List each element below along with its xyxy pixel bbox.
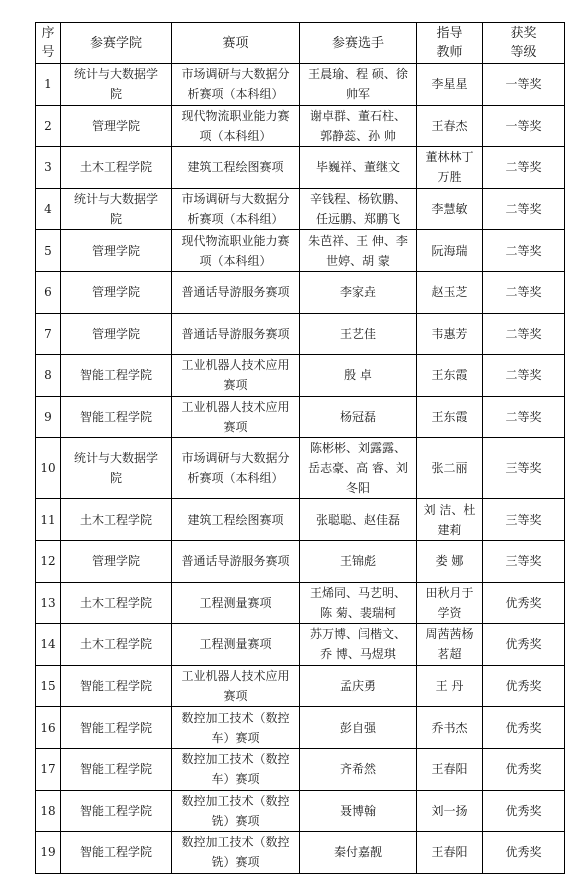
cell-no-text: 4 [44,202,52,217]
cell-college-text: 智能工程学院 [79,762,152,777]
cell-teacher-text: 赵玉芝 [431,285,468,300]
cell-award-text: 二等奖 [505,202,542,217]
cell-college-text: 统计与大数据学院 [73,67,158,102]
table-row [36,707,565,749]
cell-no [36,147,61,189]
header-row [36,23,565,64]
cell-teacher-text: 王东霞 [431,410,468,425]
cell-players [300,64,417,106]
cell-award-text: 二等奖 [505,160,542,175]
cell-no-text: 10 [40,461,56,476]
cell-college-text: 管理学院 [91,243,140,258]
cell-teacher [417,790,483,832]
cell-college-text: 智能工程学院 [79,720,152,735]
cell-event-text: 数控加工技术（数控车）赛项 [181,752,290,787]
cell-award-text: 二等奖 [505,326,542,341]
cell-no-text: 11 [40,512,56,527]
cell-award [483,748,565,790]
cell-college [61,832,172,874]
cell-award-text: 一等奖 [505,118,542,133]
cell-event [172,105,300,147]
cell-no [36,624,61,666]
cell-players [300,499,417,541]
cell-award [483,832,565,874]
cell-award-text: 二等奖 [505,368,542,383]
cell-event [172,64,300,106]
cell-teacher-text: 王 丹 [435,679,464,694]
cell-event-text: 普通话导游服务赛项 [181,326,290,341]
cell-event [172,271,300,313]
cell-award [483,396,565,438]
cell-award-text: 优秀奖 [505,803,542,818]
table-row [36,582,565,624]
cell-players [300,832,417,874]
cell-event [172,665,300,707]
cell-no-text: 9 [44,410,52,425]
cell-college-text: 土木工程学院 [79,512,152,527]
cell-event [172,396,300,438]
cell-no-text: 3 [44,160,52,175]
cell-no-text: 15 [40,679,56,694]
cell-no-text: 7 [44,326,52,341]
cell-players [300,707,417,749]
cell-teacher [417,624,483,666]
cell-event-text: 数控加工技术（数控铣）赛项 [181,793,290,828]
cell-event-text: 普通话导游服务赛项 [181,554,290,569]
cell-award-text: 优秀奖 [505,679,542,694]
table-row [36,624,565,666]
cell-event-text: 市场调研与大数据分析赛项（本科组） [181,192,290,227]
table-row [36,499,565,541]
cell-teacher-text: 刘 洁、杜建莉 [423,502,476,537]
cell-players [300,665,417,707]
cell-event [172,624,300,666]
cell-college-text: 智能工程学院 [79,845,152,860]
cell-teacher-text: 阮海瑞 [431,243,468,258]
table-row [36,396,565,438]
cell-players [300,624,417,666]
cell-no-text: 13 [40,595,56,610]
cell-no [36,748,61,790]
cell-no [36,188,61,230]
cell-award [483,665,565,707]
cell-players-text: 王烯同、马艺明、陈 菊、裴瑞柯 [309,585,406,620]
cell-event [172,438,300,499]
cell-event-text: 建筑工程绘图赛项 [187,160,284,175]
cell-teacher-text: 张二丽 [431,461,468,476]
cell-college [61,707,172,749]
header-players: 参赛选手 [300,23,417,64]
cell-players-text: 王艺佳 [339,326,376,341]
cell-players-text: 彭自强 [339,720,376,735]
cell-players-text: 齐希然 [339,762,376,777]
cell-college [61,665,172,707]
cell-players-text: 陈彬彬、刘露露、岳志豪、高 睿、刘冬阳 [308,441,408,496]
cell-teacher [417,582,483,624]
cell-no [36,499,61,541]
cell-no-text: 8 [44,368,52,383]
cell-award [483,707,565,749]
table-row [36,230,565,272]
cell-players-text: 聂博翰 [339,803,376,818]
cell-teacher [417,147,483,189]
cell-college-text: 智能工程学院 [79,368,152,383]
cell-no-text: 18 [40,803,56,818]
cell-players [300,230,417,272]
cell-no [36,707,61,749]
cell-college-text: 智能工程学院 [79,679,152,694]
table-row [36,147,565,189]
cell-teacher-text: 乔书杰 [431,720,468,735]
cell-no-text: 14 [40,637,56,652]
cell-award-text: 二等奖 [505,285,542,300]
cell-event-text: 工程测量赛项 [199,637,272,652]
cell-event-text: 工业机器人技术应用赛项 [181,669,290,704]
cell-teacher [417,313,483,355]
cell-award [483,499,565,541]
table-body [36,64,565,874]
cell-teacher-text: 王东霞 [431,368,468,383]
cell-college [61,582,172,624]
cell-event [172,147,300,189]
cell-award-text: 一等奖 [505,77,542,92]
cell-event-text: 建筑工程绘图赛项 [187,512,284,527]
cell-award-text: 三等奖 [505,554,542,569]
cell-event-text: 现代物流职业能力赛项（本科组） [181,108,290,143]
cell-no [36,355,61,397]
cell-college-text: 管理学院 [91,554,140,569]
cell-no [36,832,61,874]
cell-event-text: 数控加工技术（数控铣）赛项 [181,835,290,870]
cell-award [483,105,565,147]
cell-no-text: 6 [44,285,52,300]
cell-players [300,396,417,438]
table-row [36,540,565,582]
cell-award-text: 三等奖 [505,461,542,476]
cell-no-text: 1 [44,77,52,92]
cell-college-text: 土木工程学院 [79,595,152,610]
cell-college [61,396,172,438]
cell-award [483,582,565,624]
cell-college-text: 智能工程学院 [79,803,152,818]
table-row [36,832,565,874]
cell-players [300,105,417,147]
cell-event-text: 市场调研与大数据分析赛项（本科组） [181,67,290,102]
cell-award [483,624,565,666]
cell-award [483,147,565,189]
cell-teacher [417,499,483,541]
cell-players [300,147,417,189]
cell-event-text: 数控加工技术（数控车）赛项 [181,710,290,745]
cell-players-text: 孟庆勇 [339,679,376,694]
cell-teacher [417,438,483,499]
cell-teacher [417,188,483,230]
cell-event [172,748,300,790]
cell-players-text: 毕巍祥、董继文 [315,160,400,175]
cell-no-text: 12 [40,554,56,569]
cell-players [300,790,417,832]
cell-players-text: 王晨瑜、程 硕、徐帅军 [308,67,408,102]
cell-players [300,438,417,499]
cell-no-text: 5 [44,243,52,258]
cell-teacher-text: 董林林丁万胜 [425,150,474,185]
cell-no [36,396,61,438]
cell-college-text: 管理学院 [91,326,140,341]
cell-players-text: 朱芭祥、王 伸、李世婷、胡 蒙 [308,233,408,268]
cell-award-text: 优秀奖 [505,720,542,735]
cell-no-text: 17 [40,762,56,777]
cell-players [300,188,417,230]
cell-no [36,790,61,832]
cell-award [483,188,565,230]
awards-table [35,22,565,874]
cell-players [300,540,417,582]
table-row [36,64,565,106]
cell-event [172,790,300,832]
cell-teacher-text: 娄 娜 [435,554,464,569]
cell-college [61,438,172,499]
cell-college [61,64,172,106]
cell-college [61,624,172,666]
cell-college-text: 土木工程学院 [79,160,152,175]
cell-event [172,707,300,749]
cell-college [61,230,172,272]
cell-event [172,355,300,397]
cell-players-text: 杨冠磊 [339,410,376,425]
cell-no [36,64,61,106]
table-row [36,355,565,397]
cell-college [61,105,172,147]
table-row [36,313,565,355]
cell-college [61,499,172,541]
header-award: 获奖等级 [483,23,565,64]
cell-event [172,188,300,230]
cell-event-text: 工业机器人技术应用赛项 [181,400,290,435]
cell-no [36,540,61,582]
cell-award [483,271,565,313]
cell-players-text: 秦付嘉靓 [333,845,382,860]
cell-teacher [417,540,483,582]
cell-award [483,230,565,272]
cell-teacher [417,707,483,749]
header-event: 赛项 [172,23,300,64]
cell-players-text: 张聪聪、赵佳磊 [315,512,400,527]
header-college: 参赛学院 [61,23,172,64]
table-row [36,790,565,832]
cell-teacher [417,271,483,313]
cell-award-text: 二等奖 [505,410,542,425]
table-row [36,188,565,230]
cell-college [61,355,172,397]
cell-no [36,230,61,272]
cell-players [300,582,417,624]
cell-teacher [417,748,483,790]
cell-no-text: 19 [40,845,56,860]
cell-college [61,271,172,313]
cell-event [172,832,300,874]
cell-no-text: 16 [40,720,56,735]
cell-event [172,582,300,624]
cell-teacher-text: 李慧敏 [431,202,468,217]
table-header [36,23,565,64]
cell-players [300,313,417,355]
cell-award [483,313,565,355]
table-row [36,665,565,707]
table-row [36,105,565,147]
cell-event-text: 市场调研与大数据分析赛项（本科组） [181,451,290,486]
cell-teacher-text: 王春杰 [431,118,468,133]
cell-teacher [417,105,483,147]
cell-teacher [417,396,483,438]
cell-teacher-text: 韦惠芳 [431,326,468,341]
cell-event [172,540,300,582]
cell-no [36,665,61,707]
cell-award [483,790,565,832]
table-row [36,748,565,790]
cell-teacher [417,64,483,106]
cell-players [300,271,417,313]
cell-teacher [417,832,483,874]
cell-award-text: 二等奖 [505,243,542,258]
table-row [36,271,565,313]
header-teacher: 指导教师 [417,23,483,64]
cell-college-text: 管理学院 [91,285,140,300]
cell-award [483,438,565,499]
cell-college [61,540,172,582]
cell-no [36,105,61,147]
cell-college [61,188,172,230]
cell-college [61,748,172,790]
cell-players-text: 谢卓群、董石柱、郭静蕊、孙 帅 [309,108,406,143]
cell-award [483,64,565,106]
cell-event-text: 现代物流职业能力赛项（本科组） [181,233,290,268]
cell-teacher-text: 刘一扬 [431,803,468,818]
cell-award [483,540,565,582]
cell-no [36,582,61,624]
cell-event-text: 工业机器人技术应用赛项 [181,358,290,393]
cell-players [300,748,417,790]
cell-players-text: 苏万博、闫楷文、乔 博、马煜琪 [309,627,406,662]
cell-teacher-text: 王春阳 [431,762,468,777]
cell-teacher-text: 田秋月于学资 [425,585,474,620]
cell-players-text: 辛钱程、杨钦鹏、任远鹏、郑鹏飞 [309,192,406,227]
table-row [36,438,565,499]
cell-players [300,355,417,397]
cell-teacher [417,355,483,397]
cell-award-text: 三等奖 [505,512,542,527]
cell-event-text: 普通话导游服务赛项 [181,285,290,300]
cell-players-text: 王锦彪 [339,554,376,569]
cell-award-text: 优秀奖 [505,637,542,652]
cell-event [172,230,300,272]
cell-teacher [417,665,483,707]
cell-event [172,499,300,541]
cell-event-text: 工程测量赛项 [199,595,272,610]
cell-college-text: 统计与大数据学院 [73,192,158,227]
cell-teacher-text: 周茜茜杨茗超 [425,627,474,662]
cell-teacher-text: 李星星 [431,77,468,92]
cell-award [483,355,565,397]
cell-teacher-text: 王春阳 [431,845,468,860]
cell-college [61,147,172,189]
cell-no-text: 2 [44,118,52,133]
cell-no [36,313,61,355]
cell-college-text: 土木工程学院 [79,637,152,652]
cell-players-text: 李家垚 [339,285,376,300]
cell-no [36,271,61,313]
cell-no [36,438,61,499]
cell-college-text: 统计与大数据学院 [73,451,158,486]
cell-teacher [417,230,483,272]
cell-event [172,313,300,355]
cell-college-text: 管理学院 [91,118,140,133]
cell-award-text: 优秀奖 [505,762,542,777]
header-no: 序号 [36,23,61,64]
cell-college [61,790,172,832]
cell-college [61,313,172,355]
cell-players-text: 殷 卓 [344,368,372,383]
cell-award-text: 优秀奖 [505,595,542,610]
cell-award-text: 优秀奖 [505,845,542,860]
cell-college-text: 智能工程学院 [79,410,152,425]
